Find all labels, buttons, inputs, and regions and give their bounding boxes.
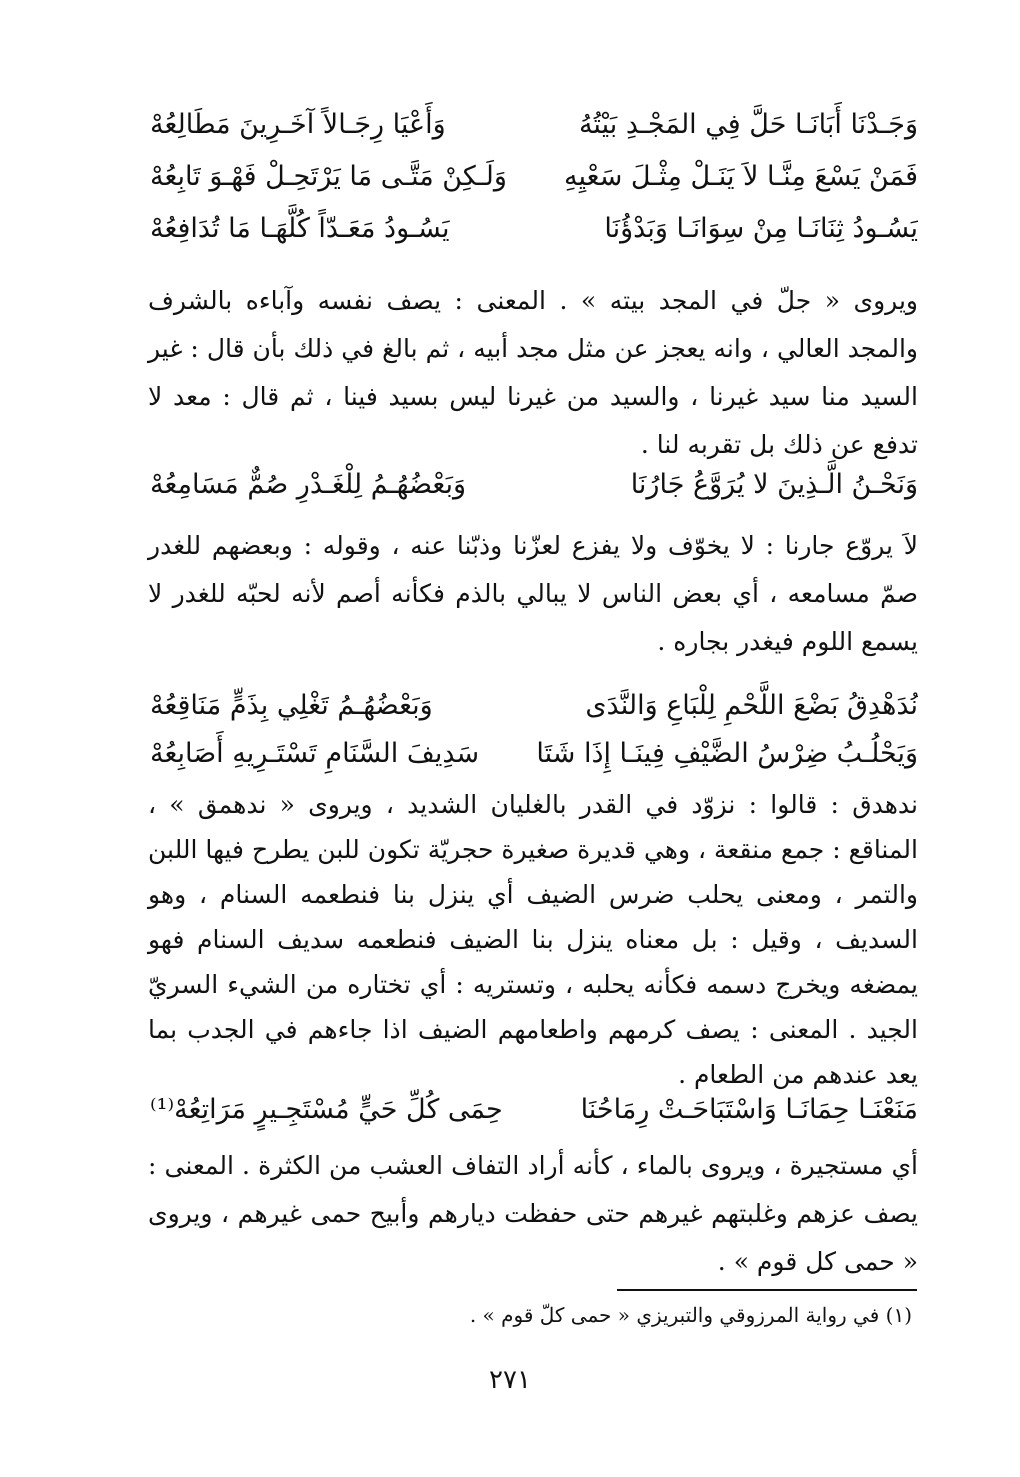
verse-first-hemistich: فَمَنْ يَسْعَ مِنَّـا لاَ يَنَـلْ مِثْـلَ سَعْيِهِ (564, 161, 918, 192)
verse-first-hemistich: وَنَحْـنُ الَّـذِينَ لا يُرَوَّعُ جَارُنَا (630, 469, 918, 500)
verse-line (150, 152, 918, 202)
footnote-separator (617, 1289, 917, 1291)
commentary-paragraph (148, 782, 918, 1097)
verse-line (150, 729, 918, 779)
verse-line (150, 100, 918, 150)
verse-first-hemistich: وَيَحْلُـبُ ضِرْسُ الضَّيْفِ فِينَـا إِذَا شَتَا (536, 738, 918, 769)
verse-second-hemistich: وَلَـكِنْ مَتَّـى مَا يَرْتَحِـلْ فَهْـوَ تَابِعُهْ (150, 161, 507, 192)
footnote: (١) في رواية المرزوقي والتبريزي « حمى كلّ قوم » . (469, 1303, 912, 1327)
commentary-paragraph (148, 522, 918, 666)
verse-line (150, 681, 918, 731)
commentary-text: ويروى « جلّ في المجد بيته » . المعنى : يصف نفسه وآباءه بالشرف والمجد العالي ، وانه يعجز عن مثل مجد أبيه ، ثم بالغ في ذلك بأن قال : غير السيد منا سيد غيرنا ، والسيد من غيرنا ليس بسيد فينا ، ثم قال : معد لا تدفع عن ذلك بل تقربه لنا . (148, 286, 918, 459)
verse-second-hemistich: حِمَى كُلِّ حَيٍّ مُسْتَجِـيرٍ مَرَاتِعُهْ⁽¹⁾ (150, 1094, 503, 1125)
verse-line (150, 1085, 918, 1135)
commentary-text: لاَ يروّع جارنا : لا يخوّف ولا يفزع لعزّنا وذبّنا عنه ، وقوله : وبعضهم للغدر صمّ مسامعه ، أي بعض الناس لا يبالي بالذم فكأنه أصم لأنه لحبّه للغدر لا يسمع اللوم فيغدر بجاره . (148, 531, 918, 656)
verse-second-hemistich: يَسُـودُ مَعَـدّاً كُلَّهَـا مَا تُدَافِعُهْ (150, 213, 450, 244)
verse-second-hemistich: وَبَعْضُهُـمُ لِلْغَـدْرِ صُمٌّ مَسَامِعُهْ (150, 469, 467, 500)
verse-first-hemistich: مَنَعْنَـا حِمَانَـا وَاسْتَبَاحَـتْ رِمَاحُنَا (580, 1094, 918, 1125)
commentary-paragraph (148, 277, 918, 469)
verse-first-hemistich: نُدَهْدِقُ بَضْعَ اللَّحْمِ لِلْبَاعِ وَالنَّدَى (585, 690, 918, 721)
verse-second-hemistich: وَبَعْضُهُـمُ تَغْلِي بِذَمٍّ مَنَاقِعُهْ (150, 690, 433, 721)
verse-line (150, 460, 918, 510)
commentary-text: ندهدق : قالوا : نزوّد في القدر بالغليان الشديد ، ويروى « ندهمق » ، المناقع : جمع منقعة ، وهي قديرة صغيرة حجريّة تكون للبن يطرح فيها اللبن والتمر ، ومعنى يحلب ضرس الضيف أي ينزل بنا فنطعمه السنام ، وهو السديف ، وقيل : بل معناه ينزل بنا الضيف فنطعمه سديف السنام فهو يمضغه ويخرج دسمه فكأنه يحلبه ، وتستريه : أي تختاره من الشيء السريّ الجيد . المعنى : يصف كرمهم واطعامهم الضيف اذا جاءهم في الجدب بما يعد عندهم من الطعام . (148, 790, 918, 1089)
commentary-text: أي مستجيرة ، ويروى بالماء ، كأنه أراد التفاف العشب من الكثرة . المعنى : يصف عزهم وغلبتهم غيرهم حتى حفظت ديارهم وأبيح حمى غيرهم ، ويروى « حمى كل قوم » . (148, 1151, 918, 1276)
page-number: ٢٧١ (489, 1365, 531, 1395)
verse-first-hemistich: يَسُـودُ ثِنَانَـا مِنْ سِوَانَـا وَبَدْؤُنَا (604, 213, 918, 244)
verse-first-hemistich: وَجَـدْنَا أَبَانَـا حَلَّ فِي المَجْـدِ بَيْتُهُ (578, 109, 918, 140)
verse-second-hemistich: سَدِيفَ السَّنَامِ تَسْتَـرِيهِ أَصَابِعُهْ (150, 738, 480, 769)
verse-line (150, 204, 918, 254)
verse-second-hemistich: وَأَعْيَا رِجَـالاً آخَـرِينَ مَطَالِعُهْ (150, 109, 446, 140)
commentary-paragraph (148, 1142, 918, 1286)
